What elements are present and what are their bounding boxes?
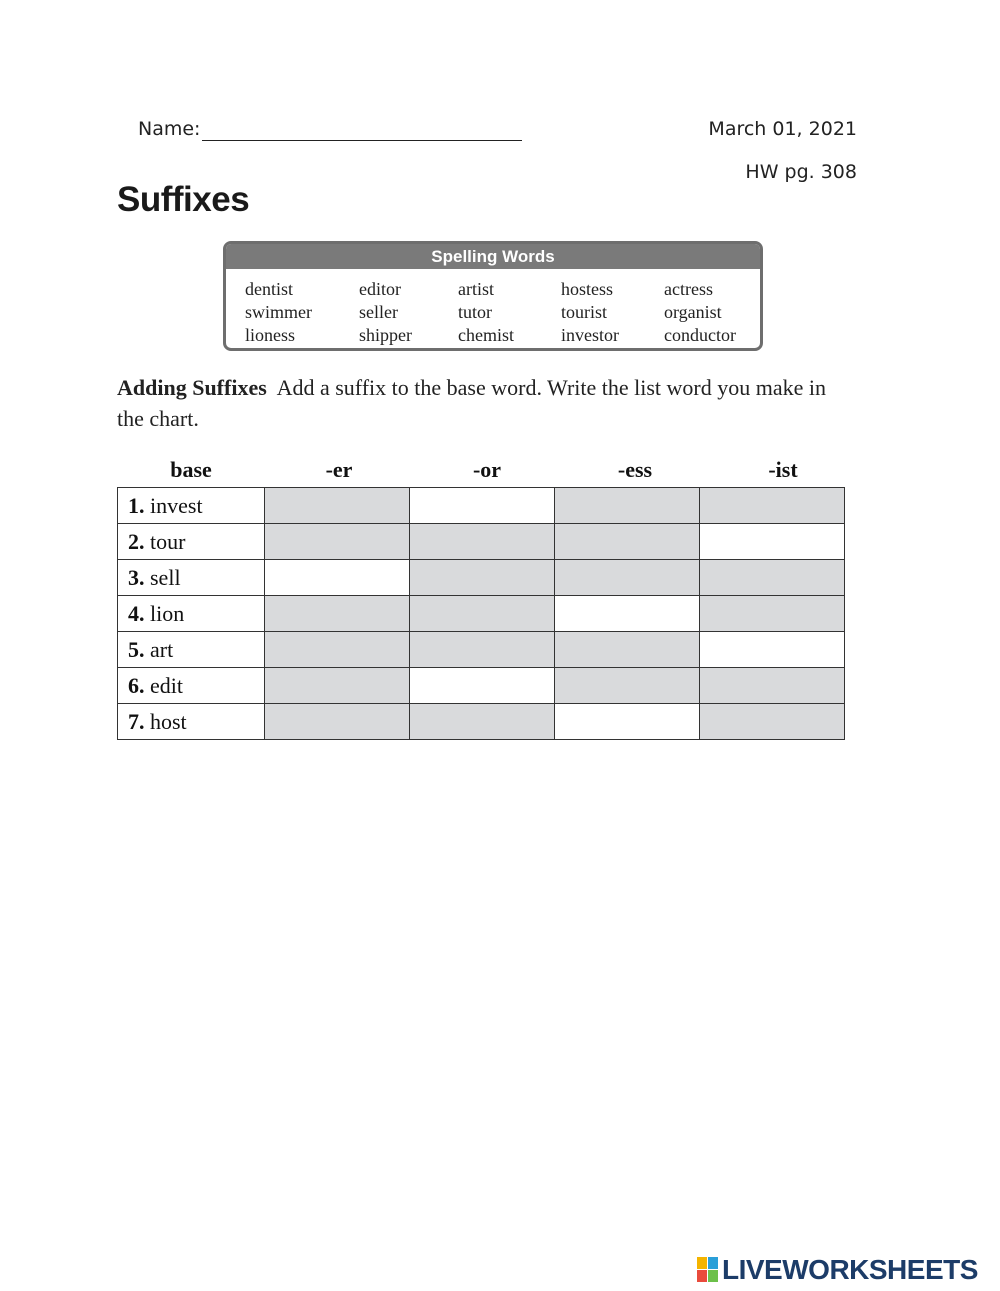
shaded-cell [410,596,555,632]
table-row [118,560,845,596]
instructions-heading: Adding Suffixes [117,375,267,400]
base-word-cell [118,632,265,668]
spelling-words-heading: Spelling Words [226,244,760,269]
shaded-cell [265,632,410,668]
answer-cell[interactable] [265,560,410,596]
base-word: lion [150,600,185,626]
row-number: 1. [128,492,145,518]
answer-cell[interactable] [700,524,845,560]
shaded-cell [555,560,700,596]
shaded-cell [265,668,410,704]
spelling-word: shipper [359,325,412,345]
shaded-cell [555,632,700,668]
row-number: 6. [128,672,145,698]
shaded-cell [410,560,555,596]
shaded-cell [410,704,555,740]
base-word: sell [150,564,181,590]
spelling-word: investor [561,325,619,345]
spelling-column-5 [664,278,736,347]
spelling-word: tutor [458,302,492,322]
spelling-word: chemist [458,325,514,345]
spelling-column-4 [561,278,619,347]
shaded-cell [265,704,410,740]
spelling-word: swimmer [245,302,312,322]
table-row [118,524,845,560]
homework-page-text: HW pg. 308 [745,161,857,183]
liveworksheets-logo-icon [697,1257,719,1283]
row-number: 2. [128,528,145,554]
shaded-cell [700,488,845,524]
spelling-words-box [223,241,763,351]
base-word-cell [118,488,265,524]
base-word-cell [118,596,265,632]
instructions [117,372,857,434]
shaded-cell [265,524,410,560]
date-text: March 01, 2021 [708,118,857,140]
table-row [118,488,845,524]
spelling-word: tourist [561,302,608,322]
column-header-base: base [170,457,212,482]
page-title: Suffixes [117,180,250,219]
shaded-cell [265,596,410,632]
shaded-cell [410,524,555,560]
spelling-word: artist [458,279,494,299]
base-word: art [150,636,174,662]
spelling-word: organist [664,302,722,322]
row-number: 5. [128,636,145,662]
spelling-word: editor [359,279,401,299]
base-word-cell [118,704,265,740]
spelling-column-1 [245,278,312,347]
shaded-cell [265,488,410,524]
table-row [118,632,845,668]
column-header-or: -or [472,457,502,482]
column-header-er: -er [325,457,353,482]
answer-cell[interactable] [410,668,555,704]
table-row [118,596,845,632]
base-word-cell [118,524,265,560]
shaded-cell [700,560,845,596]
liveworksheets-logo [697,1255,978,1285]
table-row [118,704,845,740]
base-word-cell [118,560,265,596]
base-word: edit [150,672,183,698]
spelling-word: actress [664,279,713,299]
base-word: invest [150,492,203,518]
table-row [118,668,845,704]
row-number: 3. [128,564,145,590]
spelling-word: lioness [245,325,296,345]
answer-cell[interactable] [555,596,700,632]
shaded-cell [700,704,845,740]
instructions-text: Add a suffix to the base word. Write the list word you make in the chart. [117,375,826,431]
shaded-cell [700,668,845,704]
spelling-word: dentist [245,279,293,299]
liveworksheets-brand-text: LIVEWORKSHEETS [722,1254,978,1285]
base-word: host [150,708,187,734]
column-header-ess: -ess [617,457,653,482]
row-number: 4. [128,600,145,626]
spelling-word: conductor [664,325,736,345]
answer-cell[interactable] [410,488,555,524]
base-word: tour [150,528,186,554]
spelling-word: seller [359,302,398,322]
shaded-cell [555,668,700,704]
column-header-ist: -ist [768,457,798,482]
name-label: Name: [138,118,201,140]
shaded-cell [555,524,700,560]
answer-cell[interactable] [700,632,845,668]
shaded-cell [700,596,845,632]
spelling-column-2 [359,278,412,347]
spelling-word: hostess [561,279,614,299]
suffix-chart [117,487,845,740]
shaded-cell [410,632,555,668]
answer-cell[interactable] [555,704,700,740]
shaded-cell [555,488,700,524]
spelling-column-3 [458,278,514,347]
name-input-line[interactable] [202,140,522,141]
base-word-cell [118,668,265,704]
row-number: 7. [128,708,145,734]
